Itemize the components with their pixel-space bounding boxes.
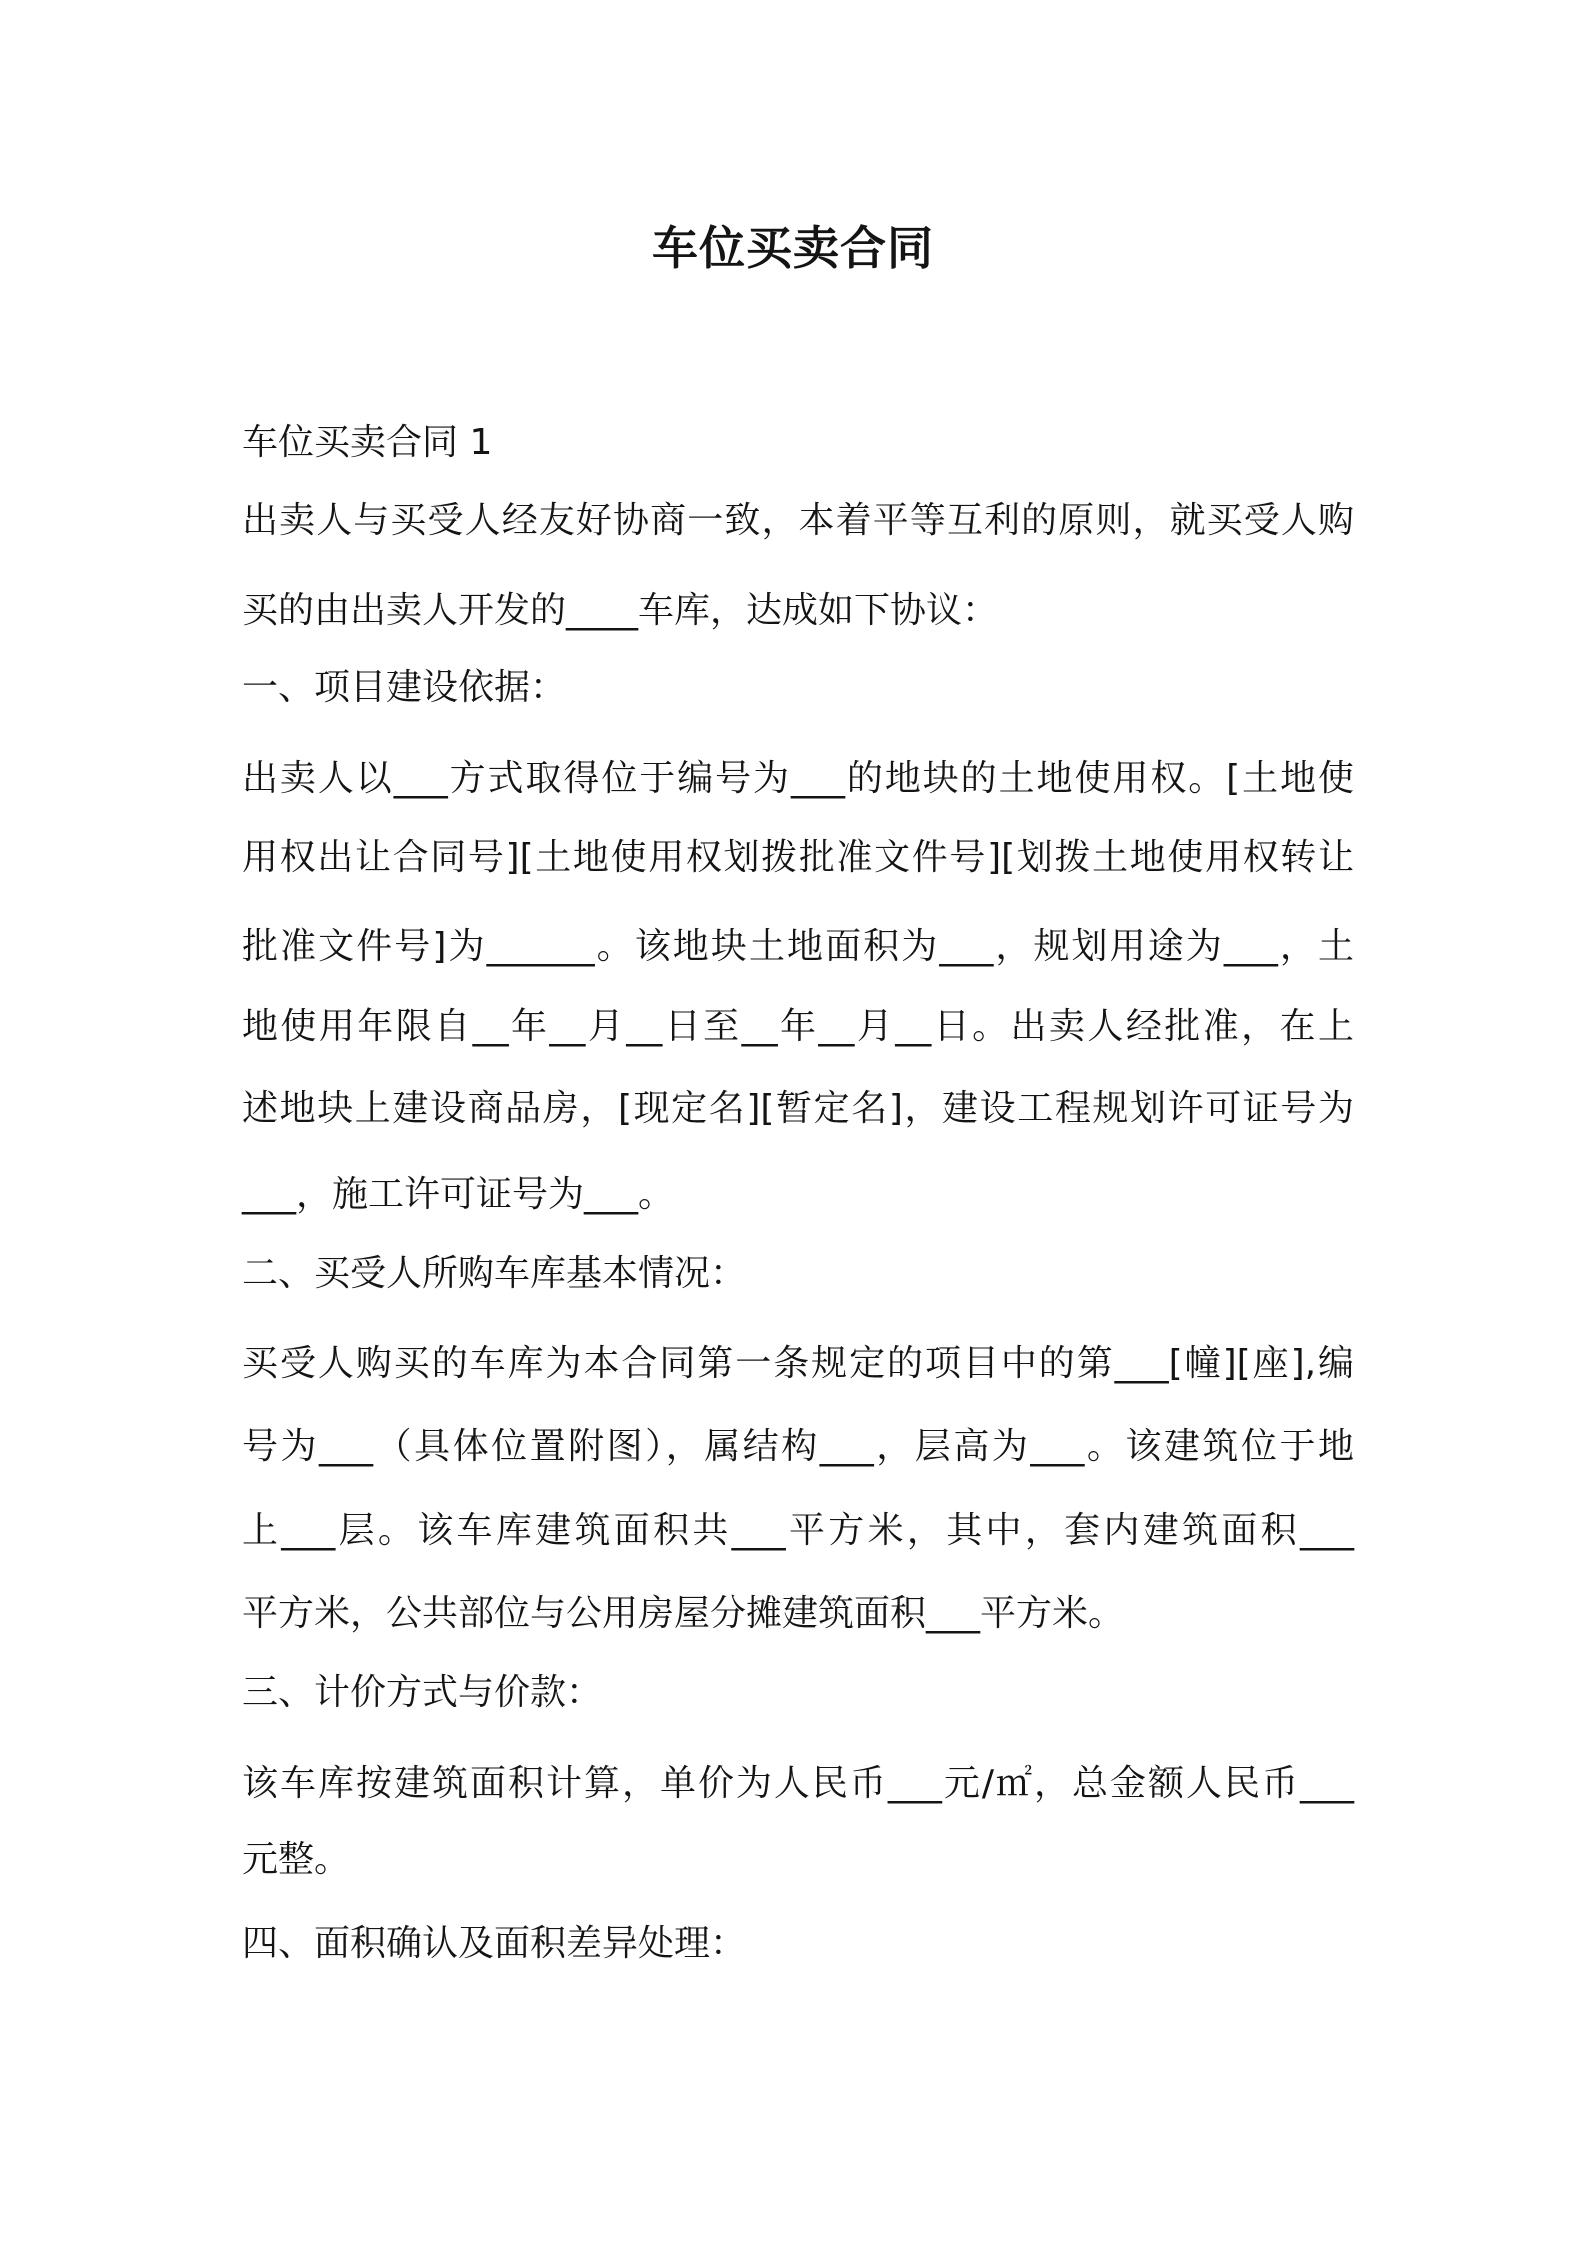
paragraph-line: 买受人购买的车库为本合同第一条规定的项目中的第___[幢][座],编 (242, 1343, 1354, 1384)
paragraph-line: ___，施工许可证号为___。 (242, 1174, 675, 1215)
paragraph-line: 元整。 (242, 1839, 351, 1880)
paragraph-line: 批准文件号]为______。该地块土地面积为___，规划用途为___，土 (242, 926, 1354, 967)
paragraph-line: 平方米，公共部位与公用房屋分摊建筑面积___平方米。 (242, 1593, 1125, 1634)
paragraph-line: 出卖人与买受人经友好协商一致，本着平等互利的原则，就买受人购 (242, 500, 1354, 541)
section-heading: 二、买受人所购车库基本情况： (242, 1253, 747, 1294)
document-title: 车位买卖合同 (652, 221, 934, 275)
section-heading: 一、项目建设依据： (242, 667, 567, 708)
paragraph-line: 述地块上建设商品房，[现定名][暂定名]，建设工程规划许可证号为 (242, 1088, 1354, 1129)
section-heading: 四、面积确认及面积差异处理： (242, 1923, 747, 1964)
paragraph-line: 号为___（具体位置附图），属结构___，层高为___。该建筑位于地 (242, 1426, 1354, 1467)
paragraph-line: 该车库按建筑面积计算，单价为人民币___元/㎡，总金额人民币___ (242, 1763, 1354, 1804)
paragraph-line: 出卖人以___方式取得位于编号为___的地块的土地使用权。[土地使 (242, 758, 1354, 799)
paragraph-line: 用权出让合同号][土地使用权划拨批准文件号][划拨土地使用权转让 (242, 837, 1354, 878)
paragraph-line: 买的由出卖人开发的____车库，达成如下协议： (242, 590, 999, 631)
paragraph-line: 地使用年限自__年__月__日至__年__月__日。出卖人经批准，在上 (242, 1006, 1354, 1047)
section-heading: 三、计价方式与价款： (242, 1672, 603, 1713)
contract-subtitle: 车位买卖合同 1 (242, 422, 493, 463)
paragraph-line: 上___层。该车库建筑面积共___平方米，其中，套内建筑面积___ (242, 1510, 1354, 1551)
